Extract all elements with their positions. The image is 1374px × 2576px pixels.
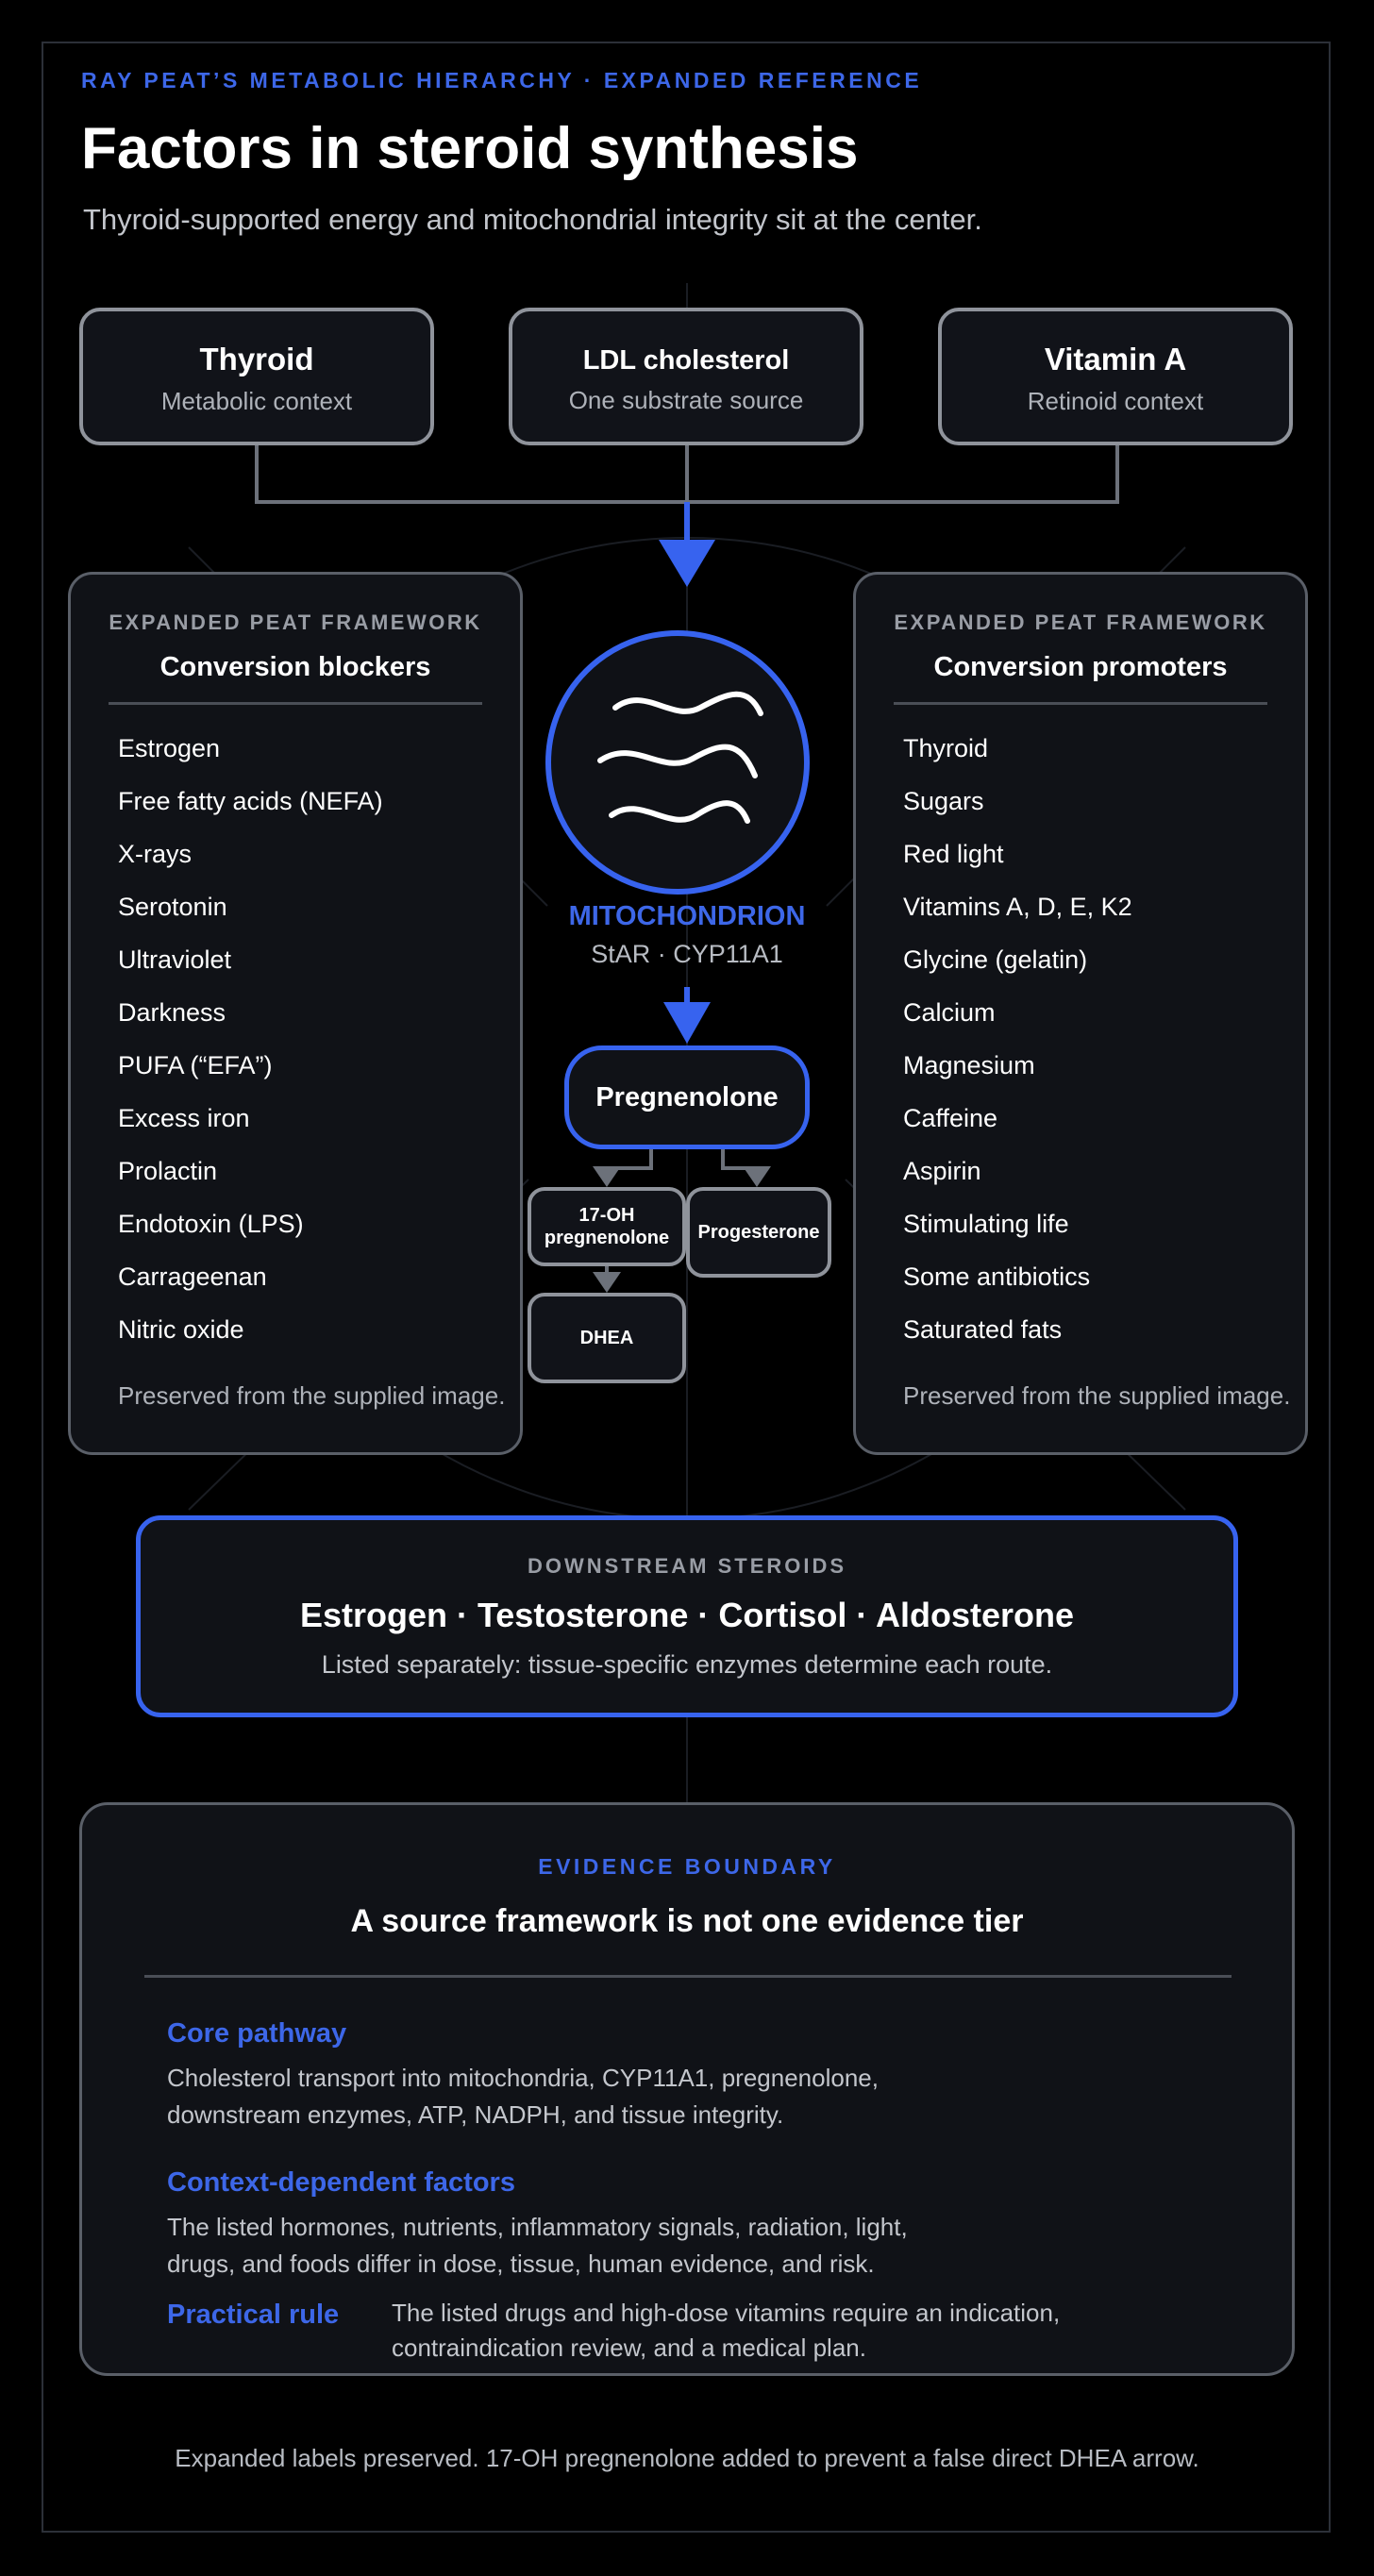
practical-rule-text	[392, 2296, 1203, 2366]
downstream-steroids-box	[136, 1515, 1238, 1717]
list-item: Magnesium	[903, 1051, 1035, 1079]
list-item: Saturated fats	[903, 1315, 1063, 1344]
node-label: Progesterone	[697, 1221, 820, 1243]
list-item: Excess iron	[118, 1104, 250, 1132]
arrow-to-preg-head	[663, 1002, 711, 1044]
node-label: DHEA	[579, 1327, 634, 1348]
input-title: Vitamin A	[1044, 342, 1187, 376]
panel-divider	[894, 702, 1267, 705]
text-line: drugs, and foods differ in dose, tissue, human evidence, and risk.	[167, 2250, 875, 2278]
list-item: Glycine (gelatin)	[903, 945, 1088, 974]
panel-footnote: Preserved from the supplied image.	[903, 1381, 1291, 1410]
core-pathway-title: Core pathway	[167, 2018, 347, 2049]
panel-heading: EXPANDED PEAT FRAMEWORK	[109, 611, 482, 634]
list-item: Prolactin	[118, 1157, 218, 1185]
list-item: Darkness	[118, 998, 226, 1027]
panel-footnote: Preserved from the supplied image.	[118, 1381, 506, 1410]
mitochondria-cristae-icon	[551, 636, 804, 889]
arrow-to-dhea	[593, 1272, 621, 1293]
list-item: Carrageenan	[118, 1263, 267, 1291]
arrow-to-progesterone	[743, 1166, 771, 1187]
blockers-panel	[68, 572, 523, 1455]
text-line: The listed hormones, nutrients, inflammatory signals, radiation, light,	[167, 2213, 908, 2241]
list-item: Thyroid	[903, 734, 989, 762]
panel-heading: EXPANDED PEAT FRAMEWORK	[894, 611, 1267, 634]
page-subtitle: Thyroid-supported energy and mitochondrial integrity sit at the center.	[83, 203, 982, 236]
arrow-to-mito-head	[659, 540, 715, 587]
list-item: PUFA (“EFA”)	[118, 1051, 273, 1079]
input-subtitle: Retinoid context	[1027, 387, 1204, 415]
text-line: The listed drugs and high-dose vitamins require an indication,	[392, 2299, 1061, 2327]
panel-title: Conversion blockers	[159, 652, 431, 682]
footer-note: Expanded labels preserved. 17-OH pregnenolone added to prevent a false direct DHEA arrow.	[175, 2444, 1199, 2472]
pregnenolone-node: Pregnenolone	[564, 1045, 810, 1149]
list-item: Endotoxin (LPS)	[118, 1210, 304, 1238]
page-title: Factors in steroid synthesis	[81, 116, 859, 181]
mitochondrion-enzymes: StAR · CYP11A1	[591, 940, 783, 968]
list-item: Red light	[903, 840, 1004, 868]
panel-divider	[109, 702, 482, 705]
input-subtitle: One substrate source	[568, 386, 804, 414]
downstream-heading: DOWNSTREAM STEROIDS	[527, 1554, 847, 1578]
progesterone-node	[686, 1187, 831, 1278]
list-item: Free fatty acids (NEFA)	[118, 787, 383, 815]
list-item: Calcium	[903, 998, 996, 1027]
kicker: RAY PEAT’S METABOLIC HIERARCHY · EXPANDED REFERENCE	[81, 68, 923, 92]
list-item: X-rays	[118, 840, 193, 868]
mitochondrion-label: MITOCHONDRION	[568, 901, 806, 931]
core-pathway-text	[167, 2060, 1016, 2133]
evidence-divider	[144, 1975, 1232, 1978]
17-oh-pregnenolone-node	[528, 1187, 686, 1266]
context-factors-text	[167, 2209, 1016, 2283]
downstream-title: Estrogen · Testosterone · Cortisol · Aldosterone	[299, 1596, 1075, 1634]
input-subtitle: Metabolic context	[160, 387, 353, 415]
node-label-line1: 17-OH	[578, 1205, 635, 1226]
promoters-panel	[853, 572, 1308, 1455]
practical-rule-title: Practical rule	[167, 2300, 340, 2330]
evidence-title: A source framework is not one evidence tier	[350, 1903, 1024, 1939]
text-line: contraindication review, and a medical plan.	[392, 2333, 866, 2362]
evidence-boundary-box	[79, 1802, 1295, 2376]
list-item: Ultraviolet	[118, 945, 232, 974]
context-factors-title: Context-dependent factors	[167, 2167, 515, 2198]
list-item: Aspirin	[903, 1157, 981, 1185]
list-item: Nitric oxide	[118, 1315, 244, 1344]
list-item: Estrogen	[118, 734, 221, 762]
arrow-to-17oh	[593, 1166, 621, 1187]
mitochondrion-circle	[545, 630, 810, 895]
downstream-subtitle: Listed separately: tissue-specific enzymes determine each route.	[321, 1650, 1053, 1679]
list-item: Sugars	[903, 787, 984, 815]
input-title: Thyroid	[199, 342, 314, 376]
text-line: downstream enzymes, ATP, NADPH, and tissue integrity.	[167, 2100, 784, 2129]
list-item: Some antibiotics	[903, 1263, 1091, 1291]
list-item: Caffeine	[903, 1104, 998, 1132]
input-title: LDL cholesterol	[582, 345, 790, 376]
dhea-node	[528, 1293, 686, 1383]
evidence-heading: EVIDENCE BOUNDARY	[538, 1854, 836, 1879]
list-item: Stimulating life	[903, 1210, 1069, 1238]
text-line: Cholesterol transport into mitochondria, CYP11A1, pregnenolone,	[167, 2064, 879, 2092]
list-item: Vitamins A, D, E, K2	[903, 893, 1132, 921]
panel-title: Conversion promoters	[933, 652, 1228, 682]
node-label-line2: pregnenolone	[544, 1228, 670, 1248]
list-item: Serotonin	[118, 893, 227, 921]
